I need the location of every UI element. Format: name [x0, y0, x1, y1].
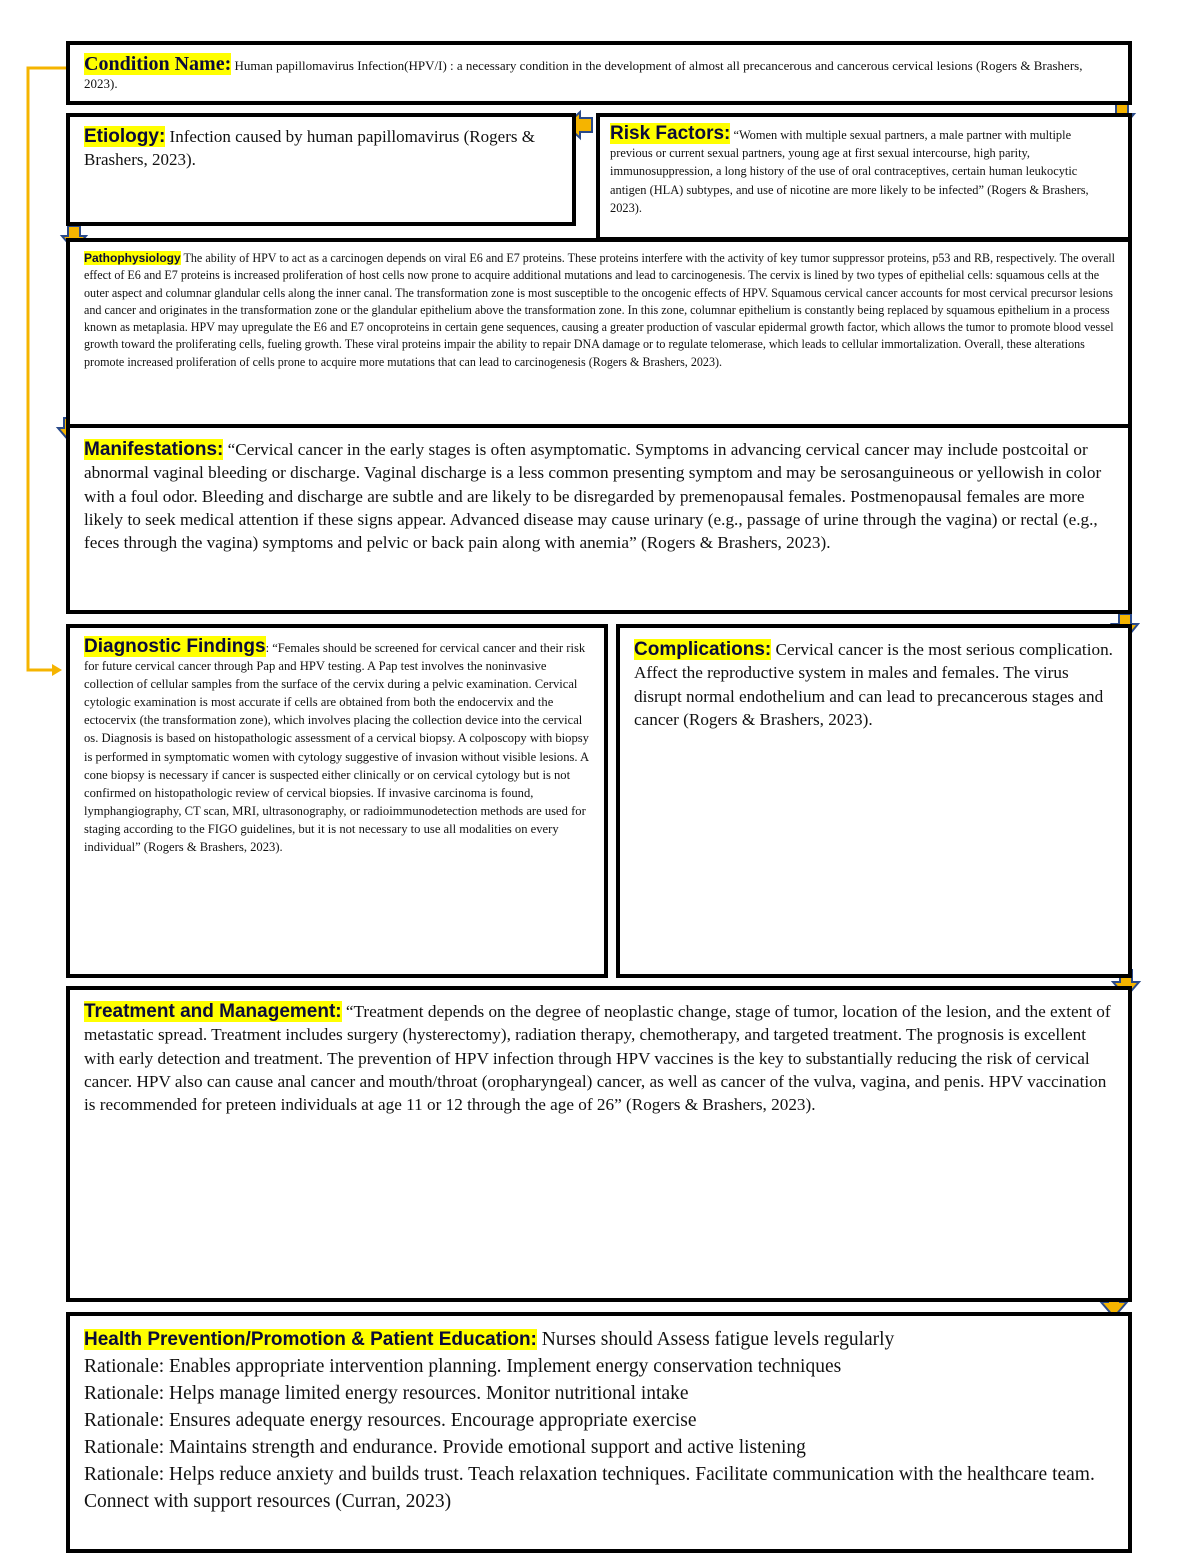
risk-factors-text: “Women with multiple sexual partners, a male partner with multiple previous or current sexual partners, young age at first sexual intercourse, high parity, immunosuppression, a long history of the use of oral contraceptives, certain human leukocytic antigen (HLA) subtypes, and use of nicotine are more likely to be infected” (Rogers & Brashers, 2023). [610, 128, 1089, 215]
complications-label: Complications: [634, 639, 772, 660]
treatment-box [66, 986, 1132, 1302]
rationale-line: Rationale: Helps reduce anxiety and builds trust. Teach relaxation techniques. Facilitate communication with the healthcare team. Connect with support resources (Curran, 2023) [84, 1464, 1095, 1512]
diagnostic-findings-text: : “Females should be screened for cervical cancer and their risk for future cervical cancer through Pap and HPV testing. A Pap test involves the noninvasive collection of cellular samples from the surface of the cervix during a pelvic examination. Cervical cytologic examination is most accurate if cells are obtained from both the endocervix and the ectocervix (the transformation zone), which involves placing the collection device into the cervical os. Diagnosis is based on histopathologic assessment of a cervical biopsy. A colposcopy with biopsy is performed in symptomatic women with cytology suggestive of invasion without visible lesions. A cone biopsy is necessary if cancer is suspected either clinically or on cervical cytology but is not confirmed on histopathologic review of cervical biopsies. If invasive carcinoma is found, lymphangiography, CT scan, MRI, ultrasonography, or radioimmunodetection methods are used for staging according to the FIGO guidelines, but it is not necessary to use all modalities on every individual” (Rogers & Brashers, 2023). [84, 641, 589, 855]
complications-text-2: Affect the reproductive system in males and females. The virus disrupt normal endothelium and can lead to precancerous stages and cancer (Rogers & Brashers, 2023). [634, 663, 1104, 729]
complications-box [616, 624, 1132, 978]
manifestations-box [66, 424, 1132, 614]
manifestations-text: “Cervical cancer in the early stages is often asymptomatic. Symptoms in advancing cervical cancer may include postcoital or abnormal vaginal bleeding or discharge. Vaginal discharge is a less common presenting symptom and may be serosanguineous or yellowish in color with a foul odor. Bleeding and discharge are subtle and are likely to be disregarded by premenopausal females. Postmenopausal females are more likely to seek medical attention if these signs appear. Advanced disease may cause urinary (e.g., passage of urine through the vagina) or rectal (e.g., feces through the vagina) symptoms and pelvic or back pain along with anemia” (Rogers & Brashers, 2023). [84, 440, 1102, 553]
diagnostic-findings-label: Diagnostic Findings [84, 636, 266, 657]
pathophysiology-text: The ability of HPV to act as a carcinogen depends on viral E6 and E7 proteins. These proteins interfere with the activity of key tumor suppressor proteins, p53 and RB, respectively. The overall effect of E6 and E7 proteins is increased proliferation of host cells now prone to acquire additional mutations and lead to carcinogenesis. The cervix is lined by two types of epithelial cells: squamous cells at the outer aspect and columnar glandular cells along the inner canal. The transformation zone is most susceptible to the oncogenic effects of HPV. Squamous cervical cancer accounts for most cervical precursor lesions and cancer and originates in the transformation zone or the glandular epithelium above the transformation zone. In this zone, columnar epithelium is constantly being replaced by squamous epithelium in a process known as metaplasia. HPV may upregulate the E6 and E7 oncoproteins in certain gene sequences, causing a greater production of vascular epidermal growth factor, which allows the tumor to promote blood vessel growth toward the proliferating cells, fueling growth. These viral proteins impair the ability to repair DNA damage or to regulate telomerase, which leads to cellular immortalization. Overall, these alterations promote increased proliferation of cells prone to acquire more mutations that can lead to carcinogenesis (Rogers & Brashers, 2023). [84, 251, 1116, 369]
health-education-box [66, 1312, 1132, 1553]
pathophysiology-box [66, 238, 1132, 428]
health-education-line-1: Nurses should Assess fatigue levels regularly [541, 1329, 895, 1350]
manifestations-label: Manifestations: [84, 439, 224, 460]
etiology-text: Infection caused by human papillomavirus (Rogers & Brashers, 2023). [84, 127, 535, 169]
health-education-label: Health Prevention/Promotion & Patient Education: [84, 1329, 537, 1350]
risk-factors-box [596, 113, 1132, 241]
treatment-text: “Treatment depends on the degree of neoplastic change, stage of tumor, location of the lesion, and the extent of metastatic spread. Treatment includes surgery (hysterectomy), radiation therapy, chemotherapy, and targeted treatment. The prognosis is excellent with early detection and treatment. The prevention of HPV infection through HPV vaccines is the key to substantially reducing the risk of cervical cancer. HPV also can cause anal cancer and mouth/throat (oropharyngeal) cancer, as well as cancer of the vulva, vagina, and penis. HPV vaccination is recommended for preteen individuals at age 11 or 12 through the age of 26” (Rogers & Brashers, 2023). [84, 1002, 1111, 1115]
pathophysiology-label: Pathophysiology [84, 251, 181, 265]
rationale-line: Rationale: Enables appropriate intervention planning. Implement energy conservation techniques [84, 1356, 842, 1377]
complications-text: Cervical cancer is the most serious complication. [775, 640, 1113, 659]
risk-factors-label: Risk Factors: [610, 123, 731, 144]
condition-box [66, 41, 1132, 105]
diagnostic-findings-box [66, 624, 608, 978]
etiology-label: Etiology: [84, 126, 166, 147]
condition-text: Human papillomavirus Infection(HPV/I) : a necessary condition in the development of almost all precancerous and cancerous cervical lesions (Rogers & Brashers, 2023). [84, 58, 1083, 91]
rationale-line: Rationale: Maintains strength and endurance. Provide emotional support and active listening [84, 1437, 806, 1458]
treatment-label: Treatment and Management: [84, 1001, 342, 1022]
etiology-box [66, 113, 576, 226]
rationale-line: Rationale: Helps manage limited energy resources. Monitor nutritional intake [84, 1383, 689, 1404]
condition-label: Condition Name: [84, 53, 232, 75]
connector-line [28, 68, 66, 670]
connector-arrowhead [52, 664, 62, 676]
rationale-line: Rationale: Ensures adequate energy resources. Encourage appropriate exercise [84, 1410, 697, 1431]
